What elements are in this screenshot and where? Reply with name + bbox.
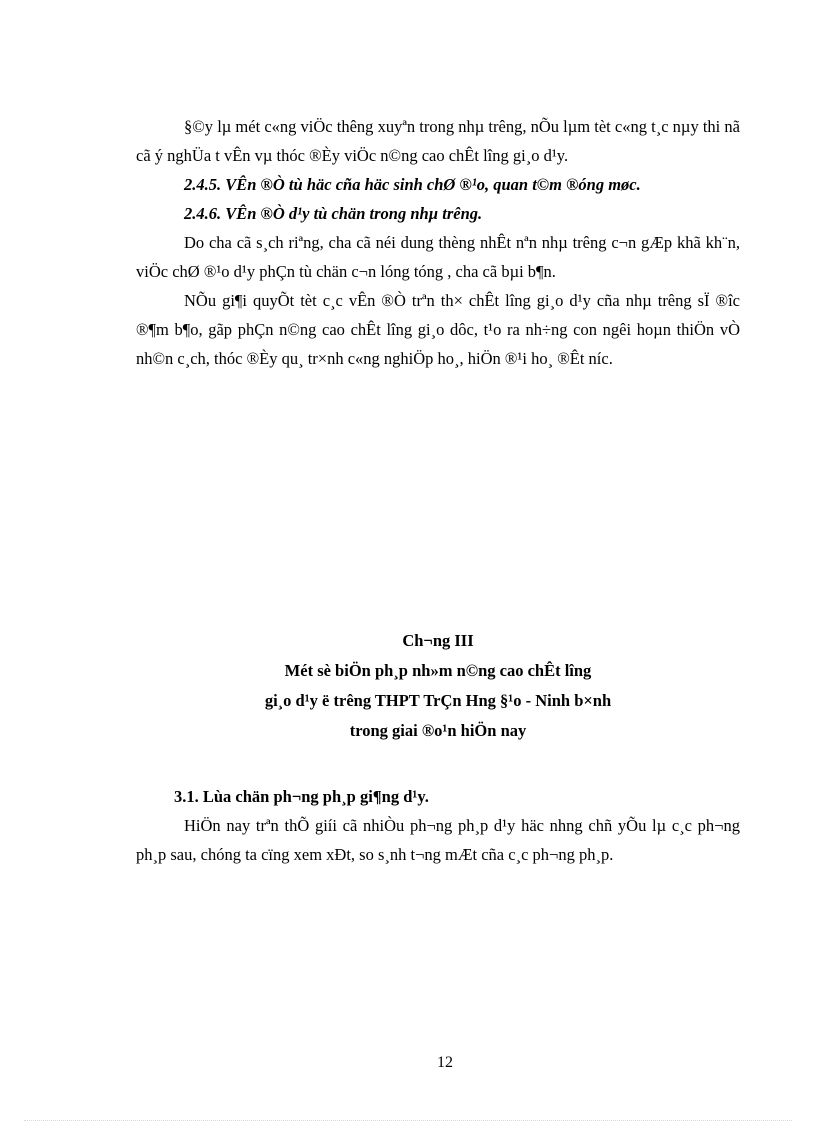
- chapter-title-line-2: gi¸o d¹y ë trêng THPT TrÇn Hng §¹o - Ninh b×nh: [264, 691, 612, 710]
- chapter-title-line-1: Mét sè biÖn ph¸p nh»m n©ng cao chÊt lîng: [284, 661, 592, 680]
- footer-divider: [24, 1120, 792, 1121]
- subheading-2-4-5: 2.4.5. VÊn ®Ò tù häc cña häc sinh chØ ®¹o, quan t©m ®óng møc.: [184, 175, 641, 194]
- paragraph-teacher-evaluation: §©y lµ mét c«ng viÖc thêng xuyªn trong nhµ trêng, nÕu lµm tèt c«ng t¸c nµy thi nã cã ý nghÜa t vÊn vµ thóc ®Èy viÖc n©ng cao chÊt lîng gi¸o d¹y.: [136, 117, 740, 165]
- body-text: [136, 112, 740, 373]
- chapter-title-block: [136, 626, 740, 746]
- chapter-number: Ch¬ng III: [402, 631, 474, 650]
- paragraph-elective-teaching: Do cha cã s¸ch riªng, cha cã néi dung thèng nhÊt nªn nhµ trêng c¬n gÆp khã kh¨n, viÖc chØ ®¹o d¹y phÇn tù chän c¬n lóng tóng , cha cã bµi b¶n.: [136, 233, 740, 281]
- paragraph-teaching-methods: HiÖn nay trªn thÕ giíi cã nhiÒu ph¬ng ph¸p d¹y häc nhng chñ yÕu lµ c¸c ph¬ng ph¸p sau, chóng ta cïng xem xÐt, so s¸nh t¬ng mÆt cña c¸c ph¬ng ph¸p.: [136, 816, 740, 864]
- section-heading-3-1: 3.1. Lùa chän ph¬ng ph¸p gi¶ng d¹y.: [174, 787, 429, 806]
- subheading-2-4-6: 2.4.6. VÊn ®Ò d¹y tù chän trong nhµ trêng.: [184, 204, 483, 223]
- paragraph-conclusion: NÕu gi¶i quyÕt tèt c¸c vÊn ®Ò trªn th× chÊt lîng gi¸o d¹y cña nhµ trêng sÏ ®îc ®¶m b¶o, gãp phÇn n©ng cao chÊt lîng gi¸o dôc, t¹o ra nh÷ng con ngêi hoµn thiÖn vÒ nh©n c¸ch, thóc ®Èy qu¸ tr×nh c«ng nghiÖp ho¸, hiÖn ®¹i ho¸ ®Êt níc.: [136, 291, 740, 368]
- section-3-1: [136, 782, 740, 869]
- chapter-title-line-3: trong giai ®o¹n hiÖn nay: [349, 721, 527, 740]
- page-number: 12: [437, 1054, 453, 1071]
